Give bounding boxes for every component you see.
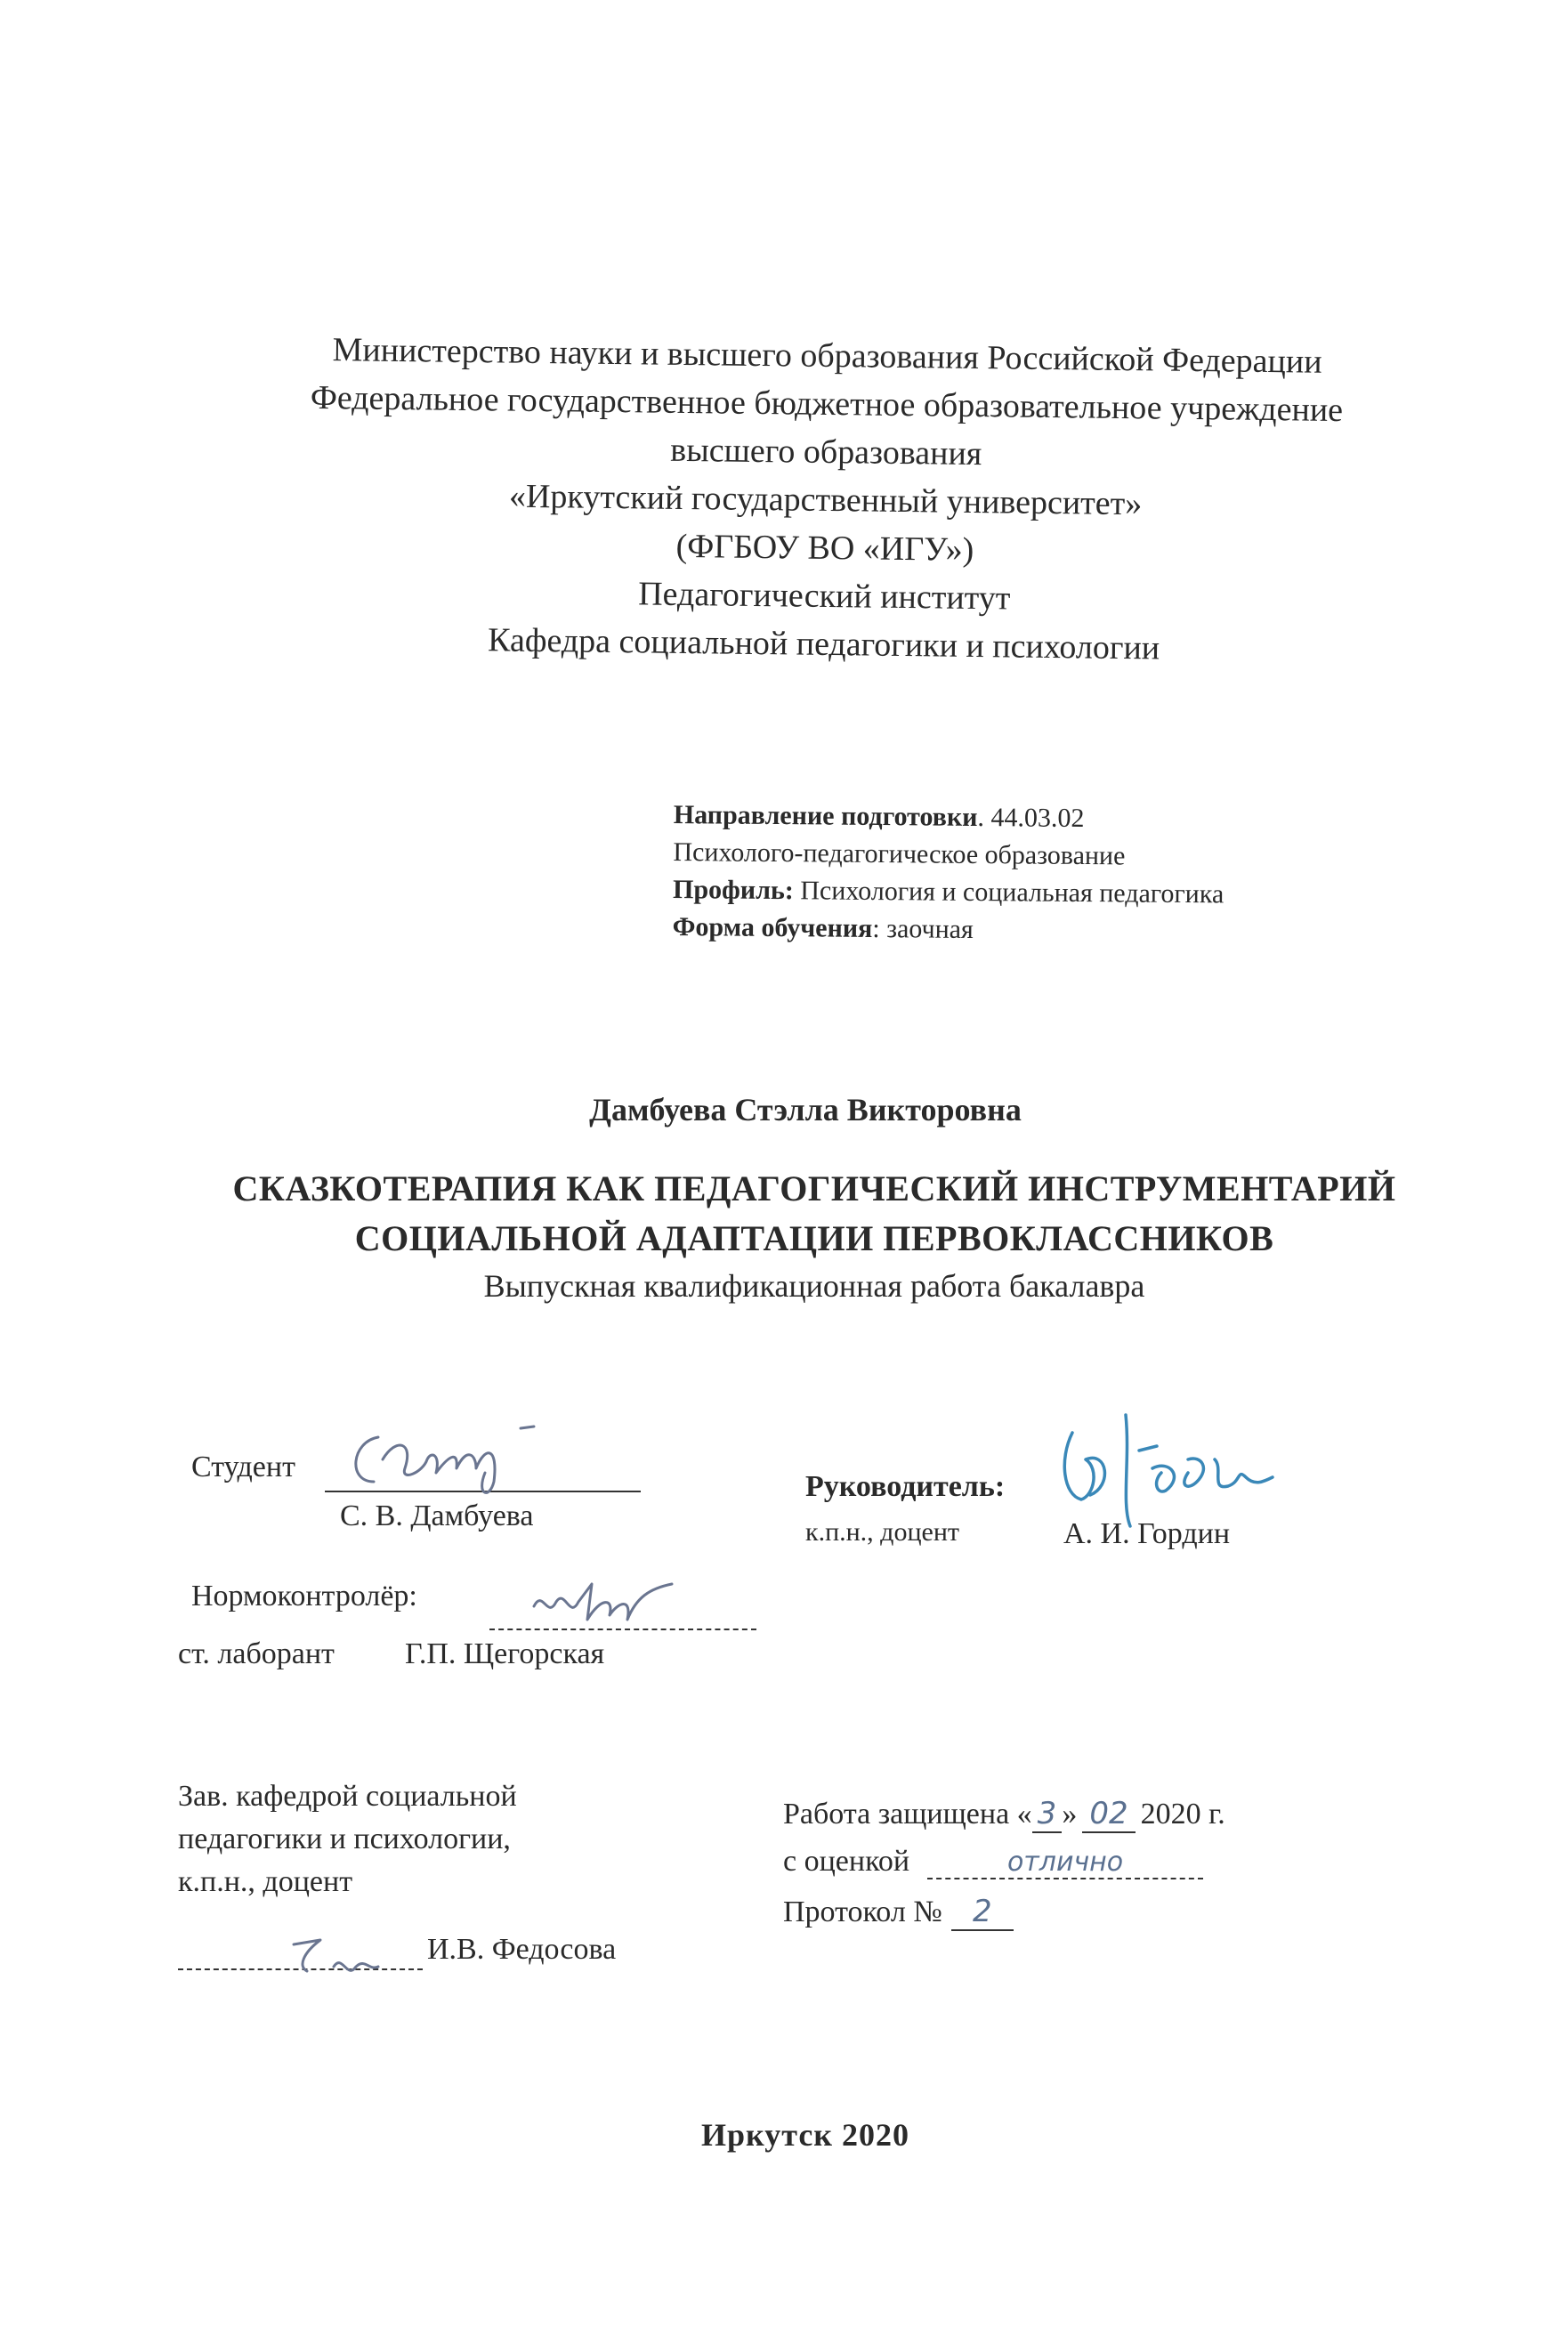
defense-date-prefix: Работа защищена « (783, 1798, 1032, 1831)
profile-value: Психология и социальная педагогика (793, 876, 1224, 909)
profile-line (673, 871, 1224, 913)
protocol-number: 2 (951, 1894, 1014, 1931)
direction-code: . 44.03.02 (977, 802, 1085, 834)
direction-line (674, 796, 1225, 838)
defense-year: 2020 г. (1140, 1798, 1225, 1831)
ministry-line: Министерство науки и высшего образования Российской Федерации (332, 331, 1322, 381)
defense-date-line (783, 1796, 1225, 1831)
head-title-line-1: Зав. кафедрой социальной (178, 1780, 517, 1813)
profile-label: Профиль: (672, 874, 794, 906)
defense-date-mid: » (1062, 1798, 1078, 1831)
head-signature (267, 1918, 400, 1989)
supervisor-name: А. И. Гордин (1063, 1517, 1231, 1550)
head-name: И.В. Федосова (427, 1933, 617, 1966)
university-abbreviation: (ФГБОУ ВО «ИГУ») (675, 527, 974, 569)
normcontrol-signature (525, 1571, 685, 1633)
study-form-line (673, 909, 1224, 950)
supervisor-label: Руководитель: (805, 1470, 1006, 1503)
author-name: Дамбуева Стэлла Викторовна (589, 1092, 1022, 1128)
direction-label: Направление подготовки (673, 799, 978, 832)
head-rank: к.п.н., доцент (178, 1865, 353, 1898)
thesis-title-line-1: СКАЗКОТЕРАПИЯ КАК ПЕДАГОГИЧЕСКИЙ ИНСТРУМЕНТАРИЙ (232, 1168, 1396, 1208)
protocol-line (783, 1894, 1014, 1931)
defense-day: 3 (1032, 1796, 1063, 1833)
institution-type-line: Федеральное государственное бюджетное образовательное учреждение (310, 378, 1344, 430)
defense-month: 02 (1082, 1796, 1135, 1833)
thesis-type: Выпускная квалификационная работа бакалавра (483, 1268, 1145, 1304)
normcontrol-rank: ст. лаборант (178, 1637, 335, 1670)
student-signature (343, 1419, 645, 1504)
university-name: «Иркутский государственный университет» (508, 477, 1143, 523)
thesis-title-line-2: СОЦИАЛЬНОЙ АДАПТАЦИИ ПЕРВОКЛАССНИКОВ (354, 1218, 1274, 1258)
department-name: Кафедра социальной педагогики и психологии (487, 621, 1160, 667)
head-of-department (178, 1775, 517, 1903)
grade-value: отлично (927, 1847, 1203, 1879)
student-label: Студент (191, 1451, 295, 1483)
thesis-title (196, 1164, 1433, 1264)
direction-name: Психолого-педагогическое образование (673, 837, 1126, 871)
normcontrol-name: Г.П. Щегорская (405, 1637, 605, 1670)
study-form-value: : заочная (872, 913, 974, 944)
institution-header (245, 325, 1406, 675)
head-title-line-2: педагогики и психологии, (178, 1823, 511, 1855)
student-name: С. В. Дамбуева (340, 1499, 534, 1532)
normcontrol-label: Нормоконтролёр: (191, 1580, 417, 1612)
program-info (673, 796, 1225, 950)
study-form-label: Форма обучения (672, 911, 873, 943)
protocol-label: Протокол № (783, 1895, 942, 1928)
institute-name: Педагогический институт (637, 575, 1011, 618)
city-year: Иркутск 2020 (700, 2117, 910, 2153)
grade-line (783, 1845, 1203, 1879)
supervisor-signature (1055, 1406, 1304, 1531)
education-level-line: высшего образования (670, 431, 982, 473)
grade-label: с оценкой (783, 1845, 910, 1878)
supervisor-rank: к.п.н., доцент (805, 1517, 959, 1547)
